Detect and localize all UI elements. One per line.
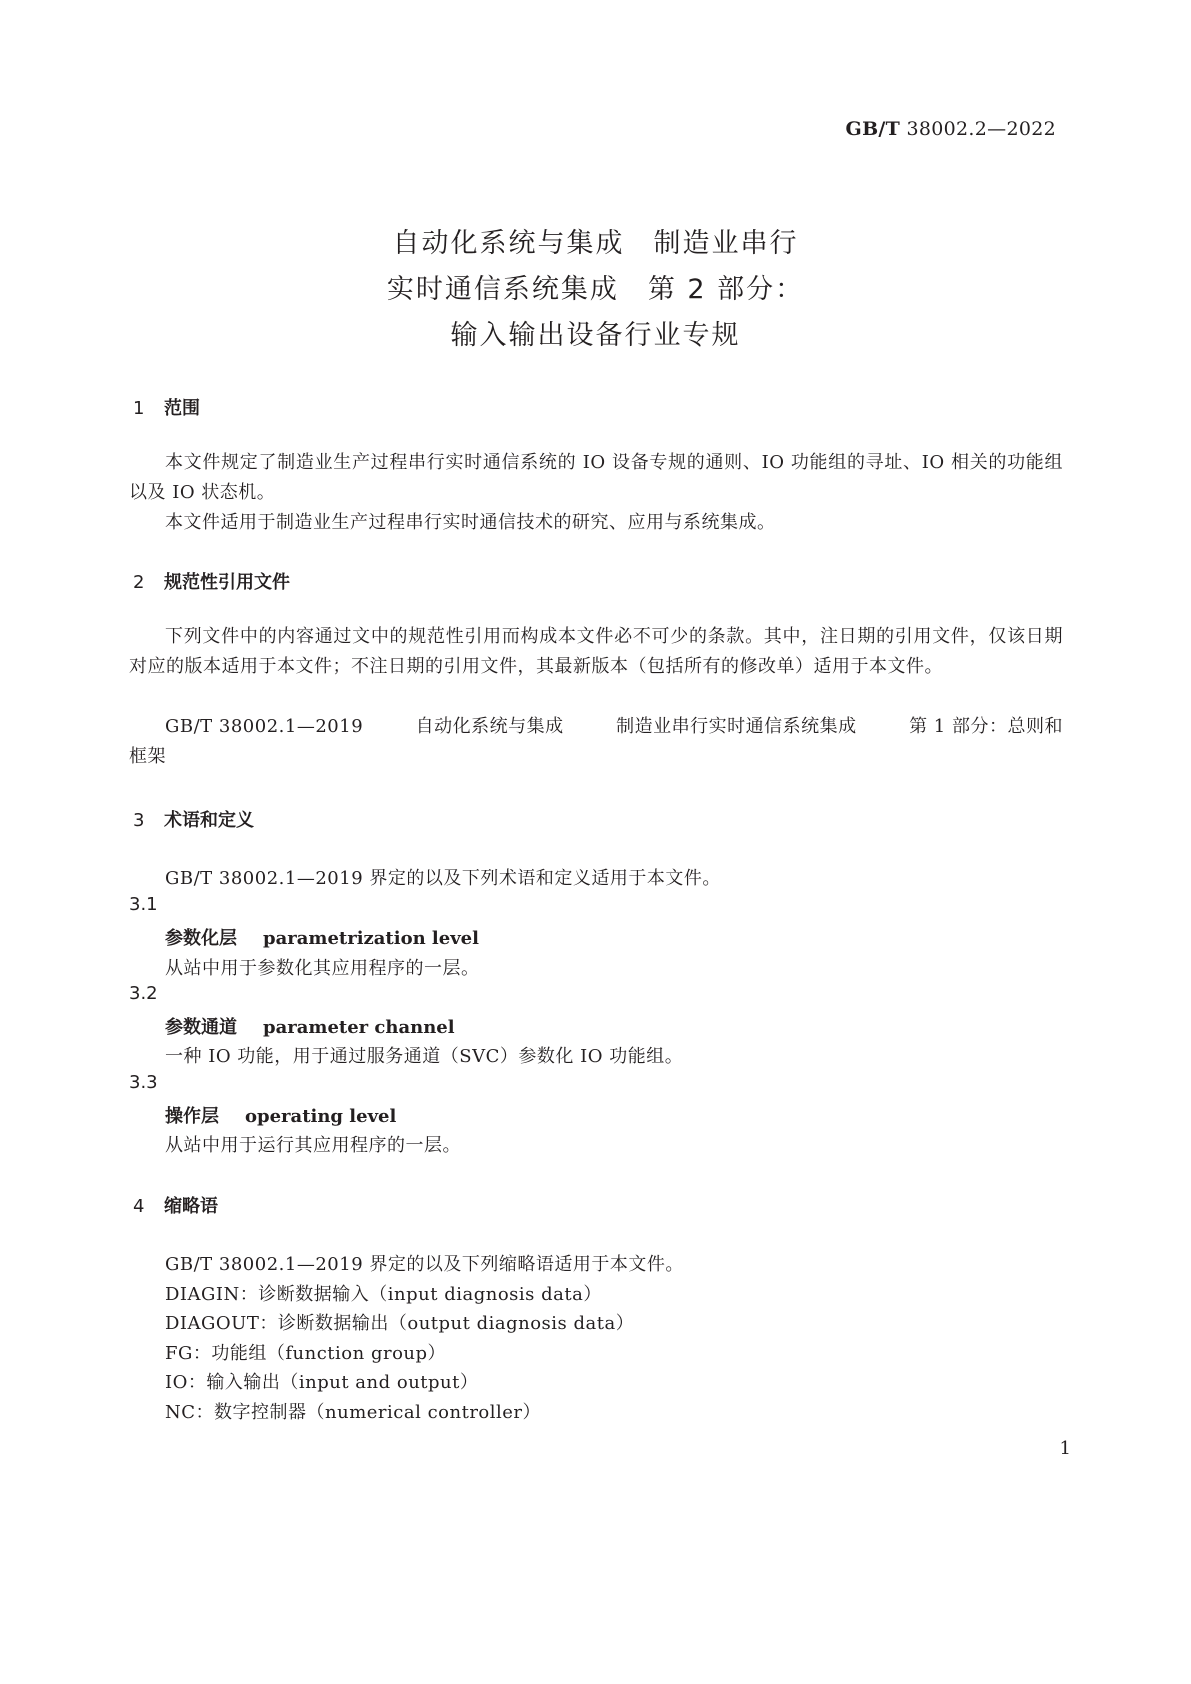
term-heading: [165, 1013, 455, 1039]
section-3-intro: GB/T 38002.1—2019 界定的以及下列术语和定义适用于本文件。: [165, 868, 721, 889]
term-english: operating level: [245, 1106, 397, 1127]
term-chinese: 参数化层: [165, 928, 237, 949]
section-1-heading: [133, 394, 200, 420]
section-number: 1: [133, 398, 145, 419]
term-chinese: 参数通道: [165, 1017, 237, 1038]
abbreviation-item: DIAGIN：诊断数据输入（input diagnosis data）: [165, 1284, 602, 1305]
reference-code: GB/T 38002.1—2019: [165, 716, 364, 737]
section-number: 2: [133, 572, 145, 593]
title-line-2: 实时通信系统集成 第 2 部分：: [386, 274, 805, 305]
section-title: 规范性引用文件: [164, 572, 290, 593]
section-4-heading: [133, 1192, 218, 1218]
page-number: 1: [1059, 1438, 1071, 1459]
title-line-3: 输入输出设备行业专规: [450, 320, 741, 351]
section-3-heading: [133, 806, 254, 832]
abbreviation-item: IO：输入输出（input and output）: [165, 1372, 479, 1393]
section-title: 范围: [164, 398, 200, 419]
section-4-intro: GB/T 38002.1—2019 界定的以及下列缩略语适用于本文件。: [165, 1254, 684, 1275]
abbreviation-item: FG：功能组（function group）: [165, 1343, 447, 1364]
standard-prefix: GB/T: [845, 118, 901, 140]
title-line-1: 自动化系统与集成 制造业串行: [392, 228, 799, 259]
term-heading: [165, 1102, 396, 1128]
abbreviation-item: DIAGOUT：诊断数据输出（output diagnosis data）: [165, 1313, 635, 1334]
section-title: 缩略语: [164, 1196, 218, 1217]
abbreviation-item: NC：数字控制器（numerical controller）: [165, 1402, 542, 1423]
term-definition: 一种 IO 功能，用于通过服务通道（SVC）参数化 IO 功能组。: [165, 1046, 684, 1067]
normative-reference: [129, 712, 1063, 772]
reference-title-part-4: 框架: [129, 746, 166, 767]
reference-title-part-1: 自动化系统与集成: [415, 716, 564, 737]
standard-number: 38002.2—2022: [906, 118, 1056, 140]
section-title: 术语和定义: [164, 810, 254, 831]
document-id: [846, 118, 1056, 140]
term-definition: 从站中用于运行其应用程序的一层。: [165, 1135, 461, 1156]
term-number: 3.2: [129, 983, 158, 1004]
document-title: [0, 221, 1191, 359]
term-heading: [165, 924, 479, 950]
section-2-heading: [133, 568, 290, 594]
section-1-paragraph-1: 本文件规定了制造业生产过程串行实时通信系统的 IO 设备专规的通则、IO 功能组的寻址、IO 相关的功能组以及 IO 状态机。: [129, 452, 1063, 503]
section-number: 3: [133, 810, 145, 831]
term-number: 3.1: [129, 894, 158, 915]
term-chinese: 操作层: [165, 1106, 219, 1127]
term-number: 3.3: [129, 1072, 158, 1093]
section-2-paragraph: 下列文件中的内容通过文中的规范性引用而构成本文件必不可少的条款。其中，注日期的引用文件，仅该日期对应的版本适用于本文件；不注日期的引用文件，其最新版本（包括所有的修改单）适用于本文件。: [129, 626, 1063, 677]
reference-title-part-2: 制造业串行实时通信系统集成: [616, 716, 857, 737]
reference-title-part-3: 第 1 部分：总则和: [909, 716, 1063, 737]
term-english: parameter channel: [263, 1017, 455, 1038]
term-english: parametrization level: [263, 928, 479, 949]
section-1-paragraph-2: 本文件适用于制造业生产过程串行实时通信技术的研究、应用与系统集成。: [165, 512, 776, 533]
term-definition: 从站中用于参数化其应用程序的一层。: [165, 958, 480, 979]
section-number: 4: [133, 1196, 145, 1217]
